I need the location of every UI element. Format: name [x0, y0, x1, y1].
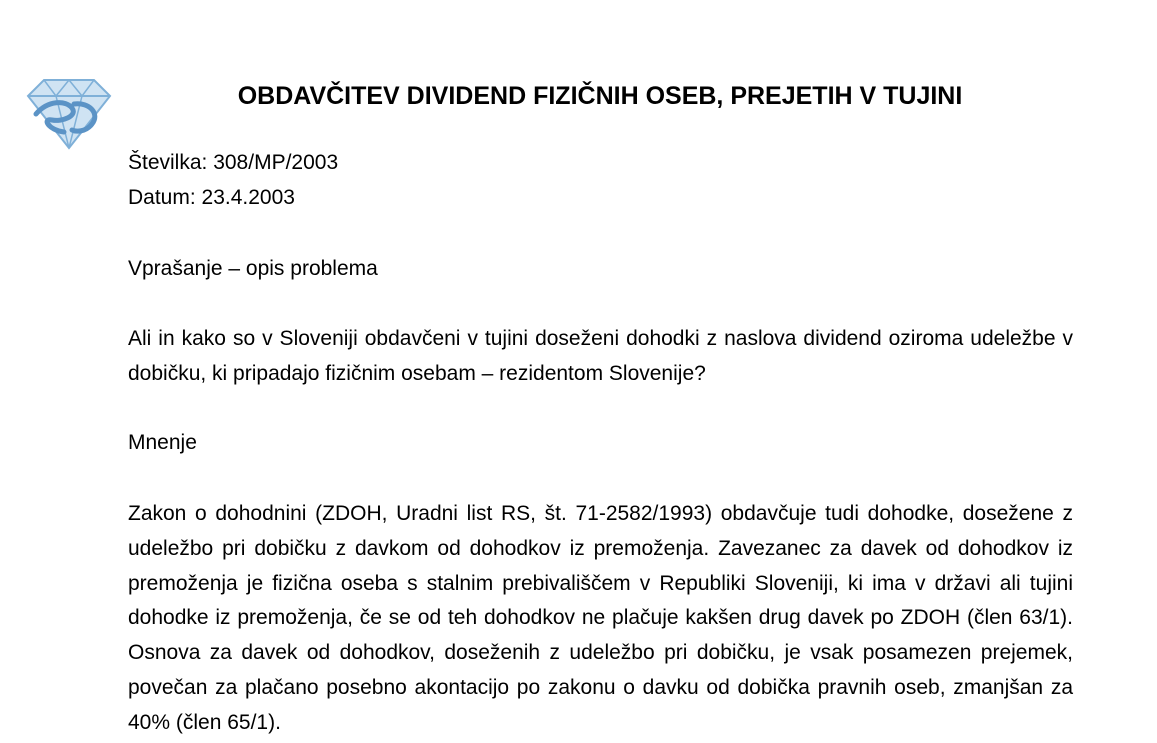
document-title: OBDAVČITEV DIVIDEND FIZIČNIH OSEB, PREJETIH V TUJINI [237, 82, 963, 110]
diamond-logo-icon [26, 74, 112, 150]
opinion-paragraph: Zakon o dohodnini (ZDOH, Uradni list RS, št. 71-2582/1993) obdavčuje tudi dohodke, dosežene z udeležbo pri dobičku z davkom od dohodkov iz premoženja. Zavezanec za davek od dohodkov iz premoženja je fizična oseba s stalnim prebivališčem v Republiki Sloveniji, ki ima v državi ali tujini dohodke iz premoženja, če se od teh dohodkov ne plačuje kakšen drug davek po ZDOH (člen 63/1). Osnova za davek od dohodkov, doseženih z udeležbo pri dobičku, je vsak posamezen prejemek, povečan za plačano posebno akontacijo po zakonu o davku od dobička pravnih oseb, zmanjšan za 40% (člen 65/1). [128, 502, 1073, 734]
question-paragraph: Ali in kako so v Sloveniji obdavčeni v tujini doseženi dohodki z naslova dividend oziroma udeležbe v dobičku, ki pripadajo fizičnim osebam – rezidentom Slovenije? [128, 327, 1073, 385]
document-date: Datum: 23.4.2003 [128, 186, 295, 209]
opinion-heading: Mnenje [128, 431, 197, 454]
document-number: Številka: 308/MP/2003 [128, 151, 339, 174]
question-heading: Vprašanje – opis problema [128, 257, 378, 280]
